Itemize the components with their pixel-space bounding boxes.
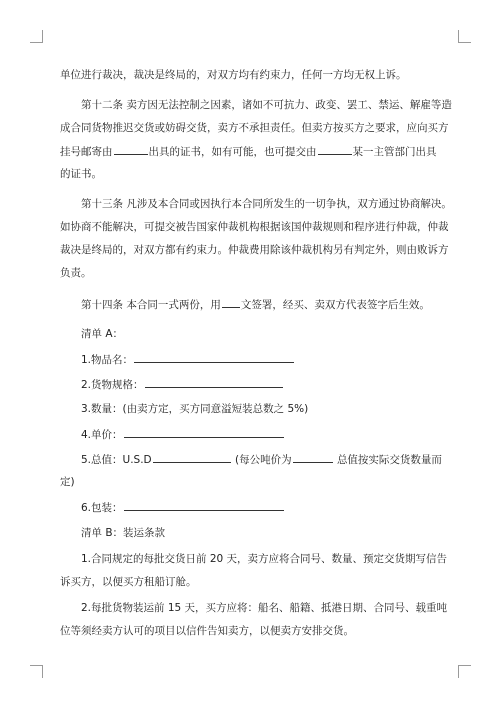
fill-in-blank[interactable] bbox=[293, 452, 333, 463]
text-line: 定) bbox=[60, 476, 75, 488]
fill-in-blank[interactable] bbox=[222, 297, 240, 308]
fill-in-blank[interactable] bbox=[134, 352, 294, 363]
text-fragment: 6.包装： bbox=[81, 502, 123, 514]
text-line bbox=[81, 452, 442, 467]
text-line: 位等须经卖方认可的项目以信件告知卖方，以便卖方安排交货。 bbox=[60, 625, 354, 637]
text-line: 3.数量：(由卖方定，买方同意溢短装总数之 5%) bbox=[81, 403, 309, 415]
text-fragment: 某一主管部门出具 bbox=[352, 146, 437, 158]
fill-in-blank[interactable] bbox=[318, 144, 352, 155]
text-line: 清单 A： bbox=[81, 328, 124, 340]
text-line bbox=[81, 297, 430, 312]
text-fragment: 4.单价： bbox=[81, 429, 123, 441]
text-fragment: 文签署，经买、卖双方代表签字后生效。 bbox=[240, 299, 430, 311]
fill-in-blank[interactable] bbox=[124, 500, 284, 511]
text-line bbox=[60, 144, 437, 159]
fill-in-blank[interactable] bbox=[124, 427, 284, 438]
text-fragment: 出具的证书，如有可能，也可提交由 bbox=[148, 146, 317, 158]
text-line: 负责。 bbox=[60, 267, 92, 279]
text-line: 如协商不能解决，可提交被告国家仲裁机构根据该国仲裁规则和程序进行仲裁，仲裁 bbox=[60, 221, 449, 233]
text-line bbox=[81, 427, 285, 442]
text-fragment: 第十四条 本合同一式两份，用 bbox=[81, 299, 221, 311]
text-line: 1.合同规定的每批交货日前 20 天，卖方应将合同号、数量、预定交货期写信告 bbox=[81, 553, 448, 565]
fill-in-blank[interactable] bbox=[114, 144, 148, 155]
text-fragment: 挂号邮寄由 bbox=[60, 146, 113, 158]
fill-in-blank[interactable] bbox=[153, 452, 231, 463]
text-fragment: 5.总值：U.S.D bbox=[81, 454, 152, 466]
corner-mark-bottom-right bbox=[458, 665, 471, 678]
text-line bbox=[81, 352, 295, 367]
text-fragment: 2.货物规格： bbox=[81, 379, 144, 391]
text-line bbox=[81, 377, 284, 392]
text-line: 单位进行裁决，裁决是终局的，对双方均有约束力，任何一方均无权上诉。 bbox=[60, 69, 407, 81]
fill-in-blank[interactable] bbox=[145, 377, 283, 388]
text-fragment: 总值按实际交货数量而 bbox=[336, 454, 442, 466]
text-line: 第十三条 凡涉及本合同或因执行本合同所发生的一切争执，双方通过协商解决。 bbox=[81, 198, 452, 210]
text-line: 第十二条 卖方因无法控制之因素，诸如不可抗力、政变、罢工、禁运、解雇等造 bbox=[81, 99, 452, 111]
text-fragment: 1.物品名： bbox=[81, 354, 134, 366]
text-line: 清单 B：装运条款 bbox=[81, 527, 166, 539]
text-line bbox=[81, 500, 285, 515]
text-line: 的证书。 bbox=[60, 168, 102, 180]
text-line: 2.每批货物装运前 15 天，买方应将：船名、船籍、抵港日期、合同号、载重吨 bbox=[81, 602, 448, 614]
text-line: 裁决是终局的，对双方都有约束力。仲裁费用除该仲裁机构另有判定外，则由败诉方 bbox=[60, 244, 449, 256]
text-line: 诉买方，以便买方租船订舱。 bbox=[60, 576, 197, 588]
text-fragment: (每公吨价为 bbox=[234, 454, 292, 466]
text-line: 成合同货物推迟交货或妨碍交货，卖方不承担责任。但卖方按买方之要求，应向买方 bbox=[60, 122, 449, 134]
corner-mark-bottom-left bbox=[30, 665, 43, 678]
corner-mark-top-right bbox=[458, 30, 471, 43]
corner-mark-top-left bbox=[30, 30, 43, 43]
